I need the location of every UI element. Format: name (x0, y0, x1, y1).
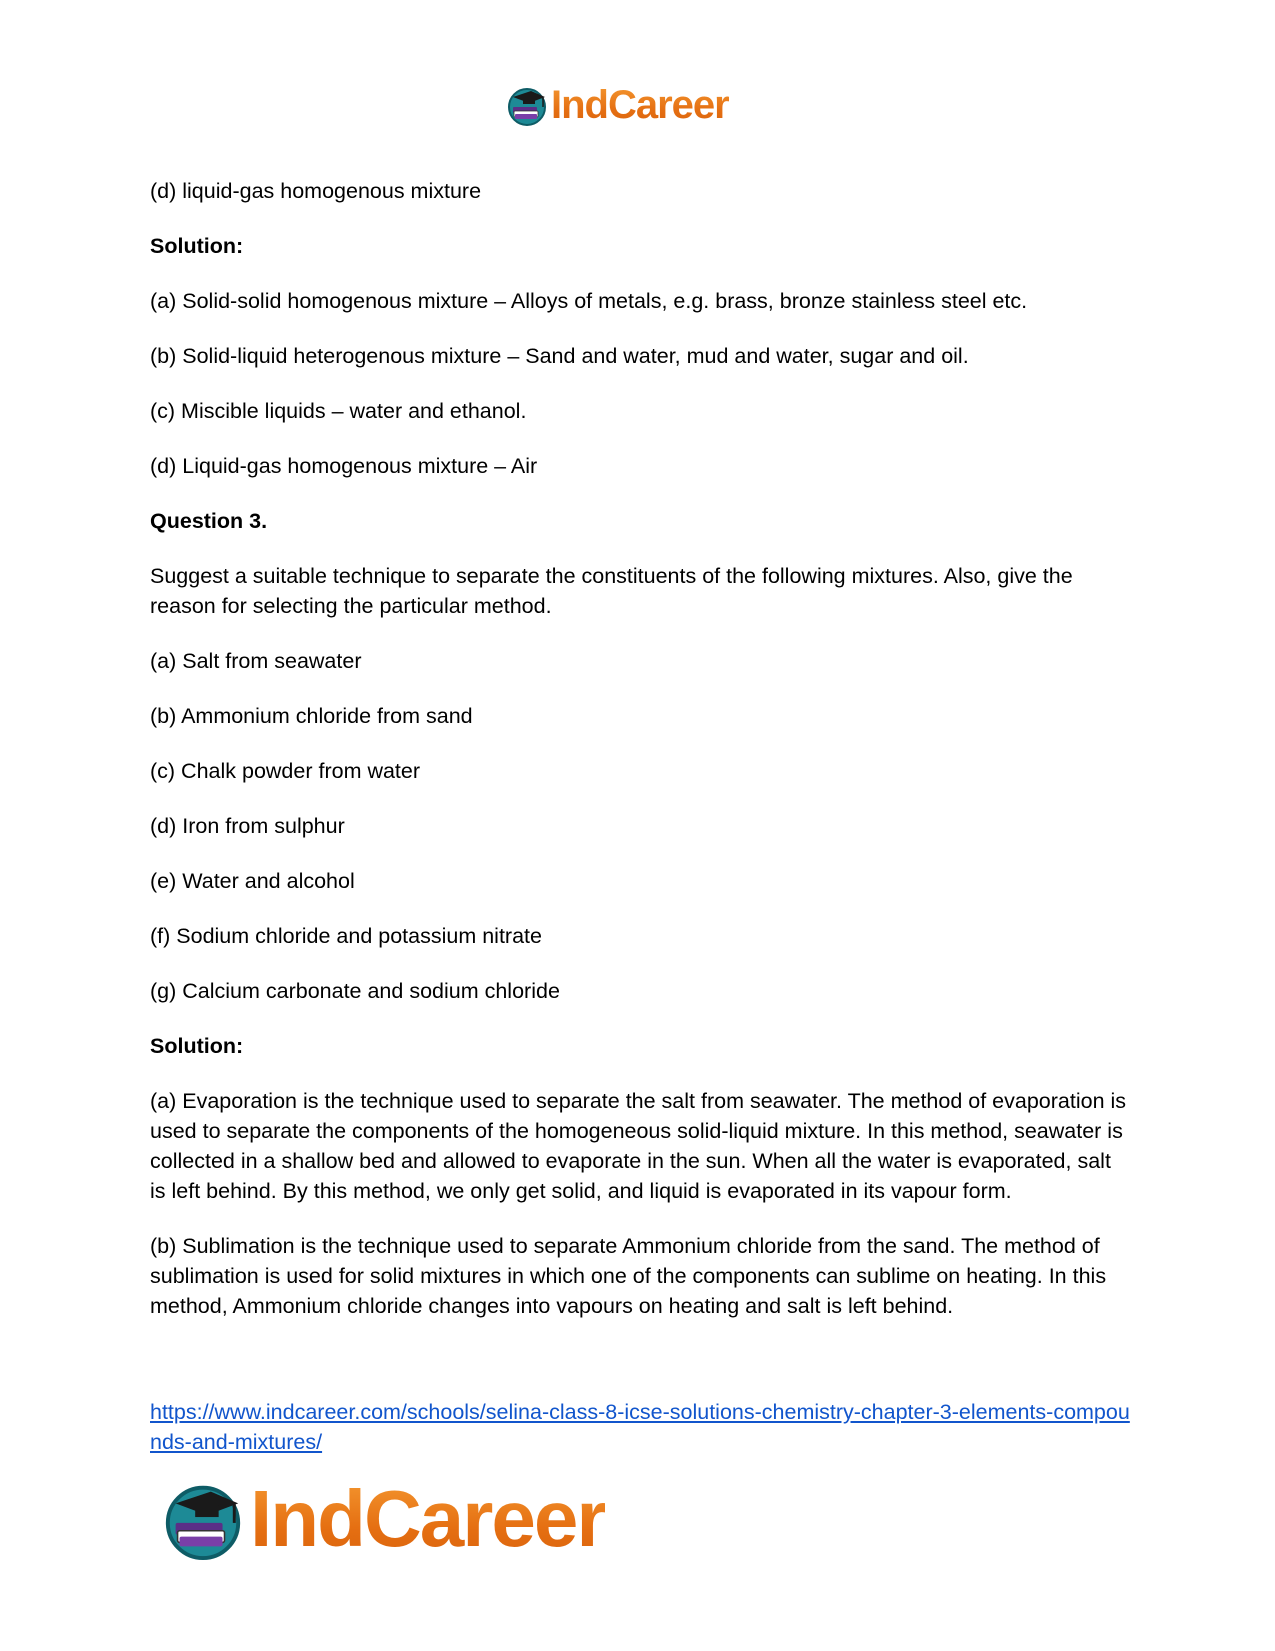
paragraph: (d) Liquid-gas homogenous mixture – Air (150, 454, 538, 478)
graduation-cap-book-globe-icon (160, 1476, 246, 1562)
question-heading: Question 3. (150, 509, 268, 533)
list-item: (g) Calcium carbonate and sodium chloride (150, 979, 560, 1003)
list-item: (a) Salt from seawater (150, 649, 362, 673)
paragraph: (b) Sublimation is the technique used to separate Ammonium chloride from the sand. The method of sublimation is used for solid mixtures in which one of the components can sublime on heating. In this method, Ammonium chloride changes into vapours on heating and salt is left behind. (150, 1234, 1107, 1318)
paragraph: (b) Solid-liquid heterogenous mixture – Sand and water, mud and water, sugar and oil. (150, 344, 969, 368)
solution-heading: Solution: (150, 234, 244, 258)
solution-heading: Solution: (150, 1034, 244, 1058)
list-item: (b) Ammonium chloride from sand (150, 704, 473, 728)
footer-logo-text: IndCareer (250, 1474, 606, 1563)
list-item: (d) Iron from sulphur (150, 814, 345, 838)
paragraph: (d) liquid-gas homogenous mixture (150, 179, 482, 203)
list-item: (c) Chalk powder from water (150, 759, 421, 783)
document-body (150, 176, 1130, 1346)
question-text: Suggest a suitable technique to separate the constituents of the following mixtures. Also, give the reason for selecting the particular method. (150, 564, 1073, 618)
header-logo (505, 80, 729, 130)
paragraph: (c) Miscible liquids – water and ethanol. (150, 399, 527, 423)
paragraph: (a) Evaporation is the technique used to separate the salt from seawater. The method of evaporation is used to separate the components of the homogeneous solid-liquid mixture. In this method, seawater is collected in a shallow bed and allowed to evaporate in the sun. When all the water is evaporated, salt is left behind. By this method, we only get solid, and liquid is evaporated in its vapour form. (150, 1089, 1127, 1203)
source-link[interactable]: https://www.indcareer.com/schools/selina-class-8-icse-solutions-chemistry-chapter-3-elements-compounds-and-mixtures/ (150, 1400, 1130, 1454)
list-item: (f) Sodium chloride and potassium nitrate (150, 924, 542, 948)
footer-logo (160, 1474, 605, 1564)
list-item: (e) Water and alcohol (150, 869, 355, 893)
graduation-cap-book-globe-icon (505, 83, 549, 127)
paragraph: (a) Solid-solid homogenous mixture – Alloys of metals, e.g. brass, bronze stainless steel etc. (150, 289, 1028, 313)
header-logo-text: IndCareer (551, 82, 729, 127)
